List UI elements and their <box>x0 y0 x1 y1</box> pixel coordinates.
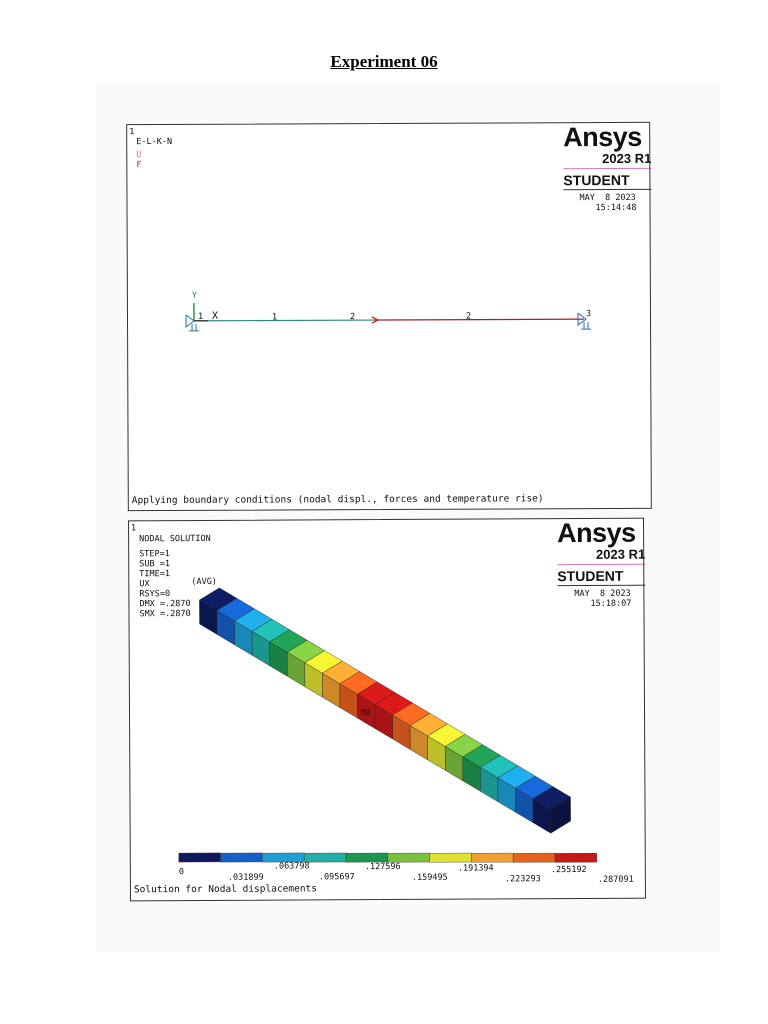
info-title: NODAL SOLUTION <box>139 533 211 545</box>
info-smx: SMX =.2870 <box>139 609 191 620</box>
plot-label-f: F <box>136 160 142 171</box>
legend-swatch <box>179 853 221 862</box>
legend-value: .095697 <box>318 872 355 883</box>
legend-value: .223293 <box>504 874 541 885</box>
ansys-brand-name: Ansys <box>563 121 642 153</box>
element-label: 2 <box>349 312 356 323</box>
node-label: 3 <box>585 309 592 320</box>
info-dmx: DMX =.2870 <box>139 599 191 610</box>
legend-swatch <box>346 853 388 862</box>
plot-date: MAY 8 2023 <box>574 588 631 600</box>
legend-swatch <box>430 853 472 862</box>
axis-label-y: Y <box>191 290 198 301</box>
max-marker-label: MX <box>360 708 371 718</box>
legend-value: .159495 <box>411 872 448 883</box>
legend-swatch <box>388 853 430 862</box>
legend-value: .031899 <box>227 872 264 883</box>
figure-boundary-conditions <box>126 122 652 511</box>
plot-label-elkn: E-L-K-N <box>136 136 173 148</box>
legend-value: .191394 <box>457 863 494 874</box>
info-rsys: RSYS=0 <box>139 589 171 600</box>
beam-contour-drawing <box>129 519 645 901</box>
figure-nodal-solution <box>128 518 646 902</box>
legend-swatch <box>221 853 263 862</box>
beam-contour <box>199 586 570 835</box>
element-label: 1 <box>271 312 278 323</box>
ansys-edition: STUDENT <box>563 171 630 189</box>
window-number: 1 <box>131 523 137 534</box>
legend-swatch <box>555 853 597 862</box>
beam-model-drawing <box>127 123 651 510</box>
legend-swatch <box>513 853 555 862</box>
legend-value: .255192 <box>550 864 587 876</box>
legend-value: .063798 <box>273 861 310 872</box>
plot-date: MAY 8 2023 <box>579 192 636 204</box>
legend-value: 0 <box>178 867 184 878</box>
info-avg: (AVG) <box>191 576 217 588</box>
node-label: 1 <box>197 311 204 322</box>
legend-value: .127596 <box>364 861 401 873</box>
legend-swatch <box>471 853 513 862</box>
info-sub: SUB =1 <box>139 559 170 570</box>
figure-caption: Applying boundary conditions (nodal displ., forces and temperature rise) <box>131 493 544 507</box>
info-time: TIME=1 <box>139 569 171 580</box>
document-title: Experiment 06 <box>330 52 438 71</box>
ansys-edition: STUDENT <box>557 567 624 585</box>
plot-time: 15:18:07 <box>590 598 632 609</box>
ansys-version: 2023 R1 <box>595 546 646 562</box>
ansys-brand-name: Ansys <box>557 517 636 549</box>
axis-label-x: X <box>211 310 219 322</box>
legend-swatch <box>304 853 346 862</box>
element-label: 2 <box>465 311 472 322</box>
plot-label-u: U <box>136 150 142 161</box>
figure-caption: Solution for Nodal displacements <box>133 883 317 896</box>
plot-time: 15:14:48 <box>595 202 637 214</box>
info-component: UX <box>139 579 150 590</box>
legend-value: .287091 <box>597 874 634 885</box>
window-number: 1 <box>129 127 135 138</box>
info-step: STEP=1 <box>139 549 170 560</box>
ansys-version: 2023 R1 <box>602 150 652 167</box>
